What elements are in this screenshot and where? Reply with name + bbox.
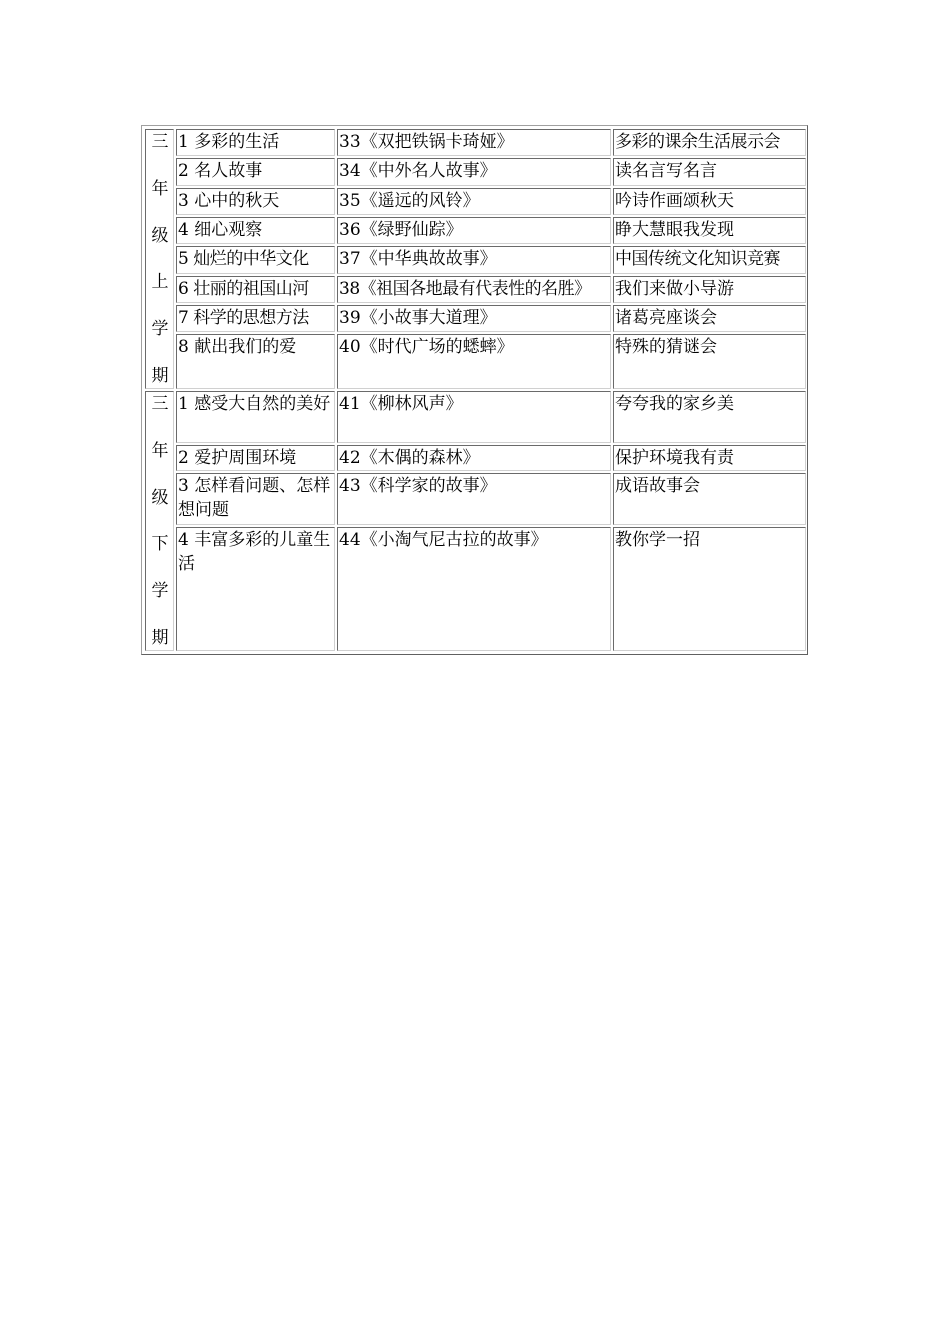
book-cell: 37《中华典故故事》 xyxy=(337,246,611,273)
activity-cell: 多彩的课余生活展示会 xyxy=(613,129,806,156)
unit-cell: 3 心中的秋天 xyxy=(176,188,335,215)
unit-cell: 1 多彩的生活 xyxy=(176,129,335,156)
semester-label: 三 年 级 下 学 期 xyxy=(145,391,174,651)
table-row xyxy=(145,334,806,389)
activity-cell: 特殊的猜谜会 xyxy=(613,334,806,389)
activity-cell: 睁大慧眼我发现 xyxy=(613,217,806,244)
book-cell: 44《小淘气尼古拉的故事》 xyxy=(337,527,611,651)
activity-cell: 保护环境我有责 xyxy=(613,445,806,472)
activity-cell: 成语故事会 xyxy=(613,473,806,525)
book-cell: 39《小故事大道理》 xyxy=(337,305,611,332)
activity-cell: 读名言写名言 xyxy=(613,158,806,185)
reading-plan-table xyxy=(143,127,808,653)
activity-cell: 教你学一招 xyxy=(613,527,806,651)
table-row xyxy=(145,188,806,215)
book-cell: 38《祖国各地最有代表性的名胜》 xyxy=(337,276,611,303)
semester-label: 三 年 级 上 学 期 xyxy=(145,129,174,389)
table-row xyxy=(145,305,806,332)
table-row xyxy=(145,527,806,651)
table-row xyxy=(145,129,806,156)
unit-cell: 7 科学的思想方法 xyxy=(176,305,335,332)
book-cell: 41《柳林风声》 xyxy=(337,391,611,443)
unit-cell: 2 名人故事 xyxy=(176,158,335,185)
table-row xyxy=(145,276,806,303)
book-cell: 35《遥远的风铃》 xyxy=(337,188,611,215)
book-cell: 33《双把铁锅卡琦娅》 xyxy=(337,129,611,156)
table-row xyxy=(145,391,806,443)
unit-cell: 2 爱护周围环境 xyxy=(176,445,335,472)
unit-cell: 8 献出我们的爱 xyxy=(176,334,335,389)
table-row xyxy=(145,217,806,244)
table-row xyxy=(145,473,806,525)
activity-cell: 夸夸我的家乡美 xyxy=(613,391,806,443)
unit-cell: 6 壮丽的祖国山河 xyxy=(176,276,335,303)
table-row xyxy=(145,246,806,273)
unit-cell: 3 怎样看问题、怎样想问题 xyxy=(176,473,335,525)
book-cell: 40《时代广场的蟋蟀》 xyxy=(337,334,611,389)
table-row xyxy=(145,445,806,472)
activity-cell: 我们来做小导游 xyxy=(613,276,806,303)
activity-cell: 中国传统文化知识竞赛 xyxy=(613,246,806,273)
activity-cell: 诸葛亮座谈会 xyxy=(613,305,806,332)
unit-cell: 4 丰富多彩的儿童生活 xyxy=(176,527,335,651)
unit-cell: 4 细心观察 xyxy=(176,217,335,244)
book-cell: 36《绿野仙踪》 xyxy=(337,217,611,244)
book-cell: 42《木偶的森林》 xyxy=(337,445,611,472)
book-cell: 34《中外名人故事》 xyxy=(337,158,611,185)
unit-cell: 5 灿烂的中华文化 xyxy=(176,246,335,273)
reading-plan-table-frame xyxy=(141,125,808,655)
unit-cell: 1 感受大自然的美好 xyxy=(176,391,335,443)
table-row xyxy=(145,158,806,185)
activity-cell: 吟诗作画颂秋天 xyxy=(613,188,806,215)
book-cell: 43《科学家的故事》 xyxy=(337,473,611,525)
